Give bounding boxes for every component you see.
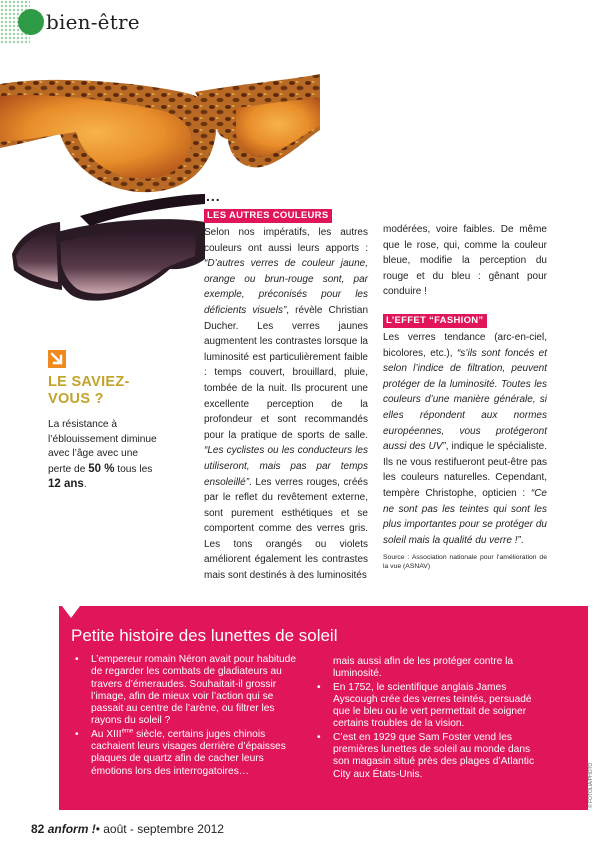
did-you-know-box	[48, 350, 158, 493]
section-circle-icon	[18, 9, 44, 35]
page-number: 82	[31, 822, 45, 836]
history-column-1	[75, 654, 303, 779]
history-title: Petite histoire des lunettes de soleil	[71, 626, 338, 645]
list-item: • Au XIIIème siècle, certains juges chinois cachaient leurs visages derrière d’épaisses plaques de quartz afin de cacher leurs émotions lors des interrogatoires…	[75, 729, 303, 778]
article-paragraph: Les verres tendance (arc-en-ciel, bicolores, etc.), “s’ils sont foncés et selon l’indice de filtration, peuvent protéger de la luminosité. Toutes les couleurs d’une manière générale, si elles répondent aux normes européennes, vous protégeront aussi des UV”, indique le spécialiste. Ils ne vous restifueront peut-être pas les couleurs naturelles. Cependant, tempère Christophe, opticien : “Ce ne sont pas les teintes qui sont les plus importantes pour se protéger du soleil mais la qualité du verre !”.	[383, 331, 547, 546]
subhead-fashion-effect: L’EFFET “FASHION”	[383, 314, 487, 328]
list-item: • En 1752, le scientifique anglais James Ayscough crée des verres teintés, persuadé que le bleu ou le vert permettait de soigner certains troubles de la vision.	[317, 682, 545, 731]
article-column-2	[383, 222, 547, 571]
arrow-down-right-icon	[48, 350, 66, 368]
page-header	[0, 0, 606, 44]
magazine-name: anform !	[47, 822, 96, 836]
history-column-2	[317, 656, 545, 782]
history-box	[59, 606, 588, 810]
issue-date: • août - septembre 2012	[95, 822, 224, 836]
did-you-know-text: La résistance à l’éblouissement diminue avec l’âge avec une perte de 50 % tous les 12 ans.	[48, 419, 157, 490]
page-footer	[31, 822, 224, 836]
list-item-continued: mais aussi afin de les protéger contre la luminosité.	[333, 656, 514, 680]
continuation-ellipsis: ...	[206, 188, 221, 204]
list-item: • L’empereur romain Néron avait pour habitude de regarder les combats de gladiateurs au travers d’émeraudes. Souhaitait-il grossir l’image, afin de mieux voir l’action qui se passait au centre de l’arène, ou filtrer les rayons du soleil ?	[75, 654, 303, 728]
article-source: Source : Association nationale pour l’amélioration de la vue (ASNAV)	[383, 554, 547, 570]
article-paragraph: Selon nos impératifs, les autres couleurs ont aussi leurs apports : “D’autres verres de couleur jaune, orange ou brun-rouge sont, par exemple, préconisés pour les déficients visuels”, révèle Christian Ducher. Les verres jaunes augmentent les contrastes lorsque la luminosité est particulièrement faible : temps couvert, brouillard, pluie, tombée de la nuit. Ils procurent une excellente perception de la profondeur et sont recommandés pour la pratique de sports de salle. “Les cyclistes ou les conducteurs les utiliseront, mais pas par temps ensoleillé”. Les verres rouges, créés par le reflet du revêtement externe, sont purement esthétiques et se comportent comme des verres gris. Les tons orangés ou violets améliorent également les contrastes mais sont destinés à des luminosités	[204, 227, 369, 582]
subhead-other-colors: LES AUTRES COULEURS	[204, 209, 332, 223]
did-you-know-title: LE SAVIEZ- VOUS ?	[48, 374, 130, 407]
list-item: • C’est en 1929 que Sam Foster vend les premières lunettes de soleil au monde dans son magasin situé près des plages d’Atlantic City aux États-Unis.	[317, 732, 545, 781]
article-paragraph: modérées, voire faibles. De même que le rose, qui, comme la couleur bleue, modifie la perception du rouge et du bleu : gênant pour conduire !	[383, 224, 547, 298]
article-column-1	[204, 208, 368, 584]
section-title: bien-être	[46, 10, 140, 34]
photo-credit: © FOTOLIA/PHOTO	[588, 762, 594, 808]
history-notch	[62, 606, 80, 618]
